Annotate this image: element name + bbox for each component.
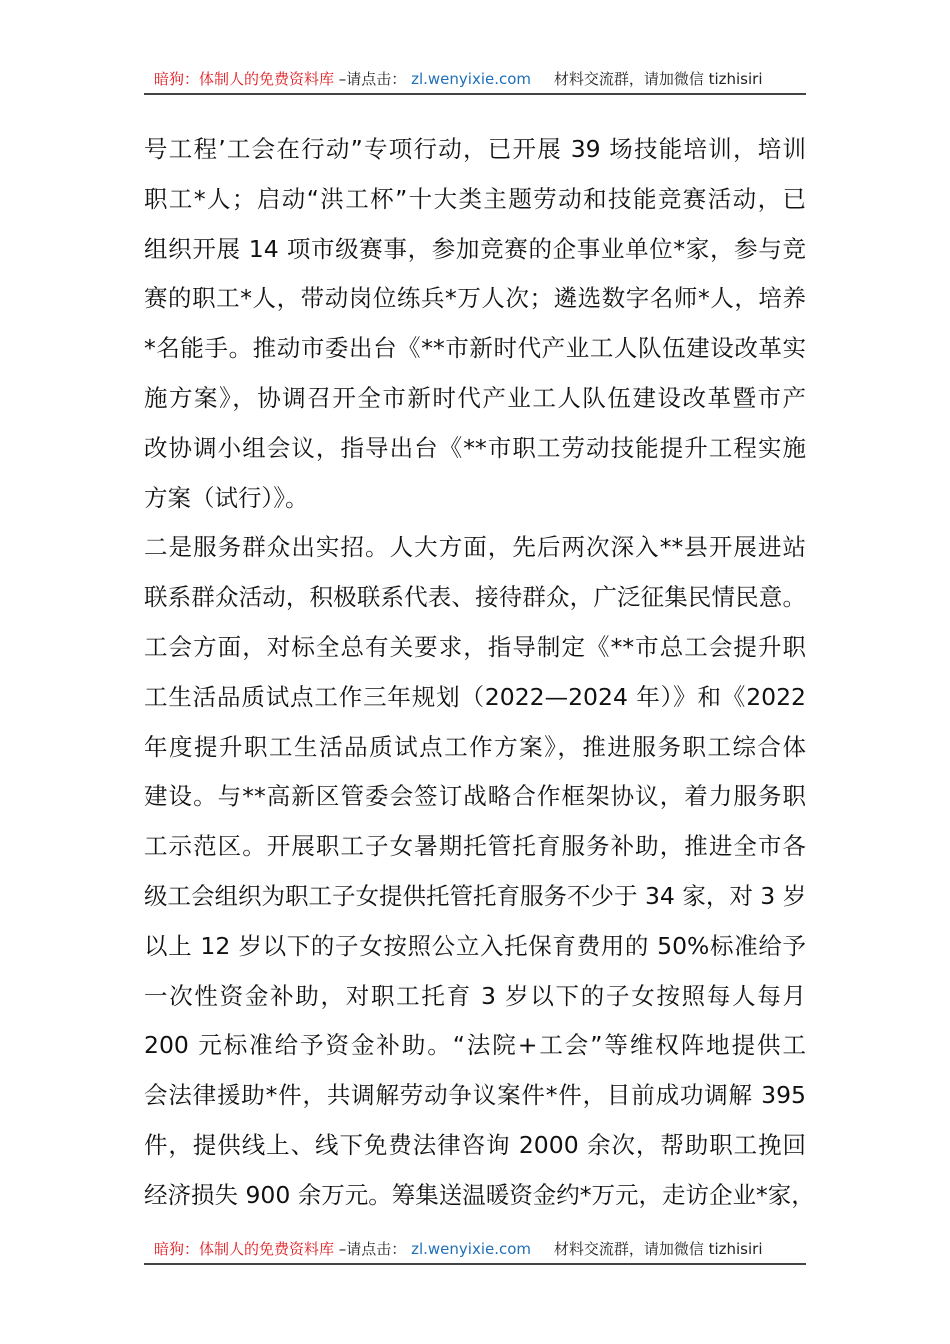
text-line: 级工会组织为职工子女提供托管托育服务不少于 34 家，对 3 岁 xyxy=(144,881,807,910)
text-line: 改协调小组会议，指导出台《**市职工劳动技能提升工程实施 xyxy=(144,433,806,462)
text-line: 建设。与**高新区管委会签订战略合作框架协议，着力服务职 xyxy=(144,782,806,811)
text-line: 二是服务群众出实招。人大方面，先后两次深入**县开展进站 xyxy=(144,533,806,562)
text-line: 组织开展 14 项市级赛事，参加竞赛的企事业单位*家，参与竞 xyxy=(144,234,806,263)
text-line: 以上 12 岁以下的子女按照公立入托保育费用的 50%标准给予 xyxy=(144,931,806,960)
text-line: 工生活品质试点工作三年规划（2022—2024 年）》和《2022 xyxy=(144,682,806,711)
text-line: 施方案》，协调召开全市新时代产业工人队伍建设改革暨市产 xyxy=(144,383,806,412)
text-line: *名能手。推动市委出台《**市新时代产业工人队伍建设改革实 xyxy=(144,334,806,363)
text-line: 工示范区。开展职工子女暑期托管托育服务补助，推进全市各 xyxy=(144,832,806,861)
header-brand: 暗狗：体制人的免费资料库 xyxy=(154,70,335,88)
text-line: 会法律援助*件，共调解劳动争议案件*件，目前成功调解 395 xyxy=(144,1081,806,1110)
text-line: 年度提升职工生活品质试点工作方案》，推进服务职工综合体 xyxy=(144,732,806,761)
document-body xyxy=(144,125,815,1221)
text-line: 联系群众活动，积极联系代表、接待群众，广泛征集民情民意。 xyxy=(144,583,806,612)
header-link[interactable]: zl.wenyixie.com xyxy=(411,70,532,88)
page-header-banner xyxy=(144,67,806,95)
text-line: 方案（试行）》。 xyxy=(144,483,309,512)
text-line: 职工*人；启动“洪工杯”十大类主题劳动和技能竞赛活动，已 xyxy=(144,184,806,213)
footer-link[interactable]: zl.wenyixie.com xyxy=(411,1240,532,1258)
page-footer-banner xyxy=(144,1237,806,1265)
header-prompt: –请点击： xyxy=(338,70,407,88)
header-contact: 材料交流群，请加微信 tizhisiri xyxy=(553,70,763,88)
text-line: 200 元标准给予资金补助。“法院+工会”等维权阵地提供工 xyxy=(144,1031,806,1060)
text-line: 工会方面，对标全总有关要求，指导制定《**市总工会提升职 xyxy=(144,632,806,661)
footer-brand: 暗狗：体制人的免费资料库 xyxy=(154,1240,335,1258)
text-line: 赛的职工*人，带动岗位练兵*万人次；遴选数字名师*人，培养 xyxy=(144,284,806,313)
text-line: 经济损失 900 余万元。筹集送温暖资金约*万元，走访企业*家， xyxy=(144,1180,815,1209)
text-line: 号工程’工会在行动”专项行动，已开展 39 场技能培训，培训 xyxy=(144,135,806,163)
footer-contact: 材料交流群，请加微信 tizhisiri xyxy=(553,1240,763,1258)
footer-prompt: –请点击： xyxy=(338,1240,407,1258)
text-line: 件，提供线上、线下免费法律咨询 2000 余次，帮助职工挽回 xyxy=(144,1130,806,1159)
text-line: 一次性资金补助，对职工托育 3 岁以下的子女按照每人每月 xyxy=(144,981,806,1010)
